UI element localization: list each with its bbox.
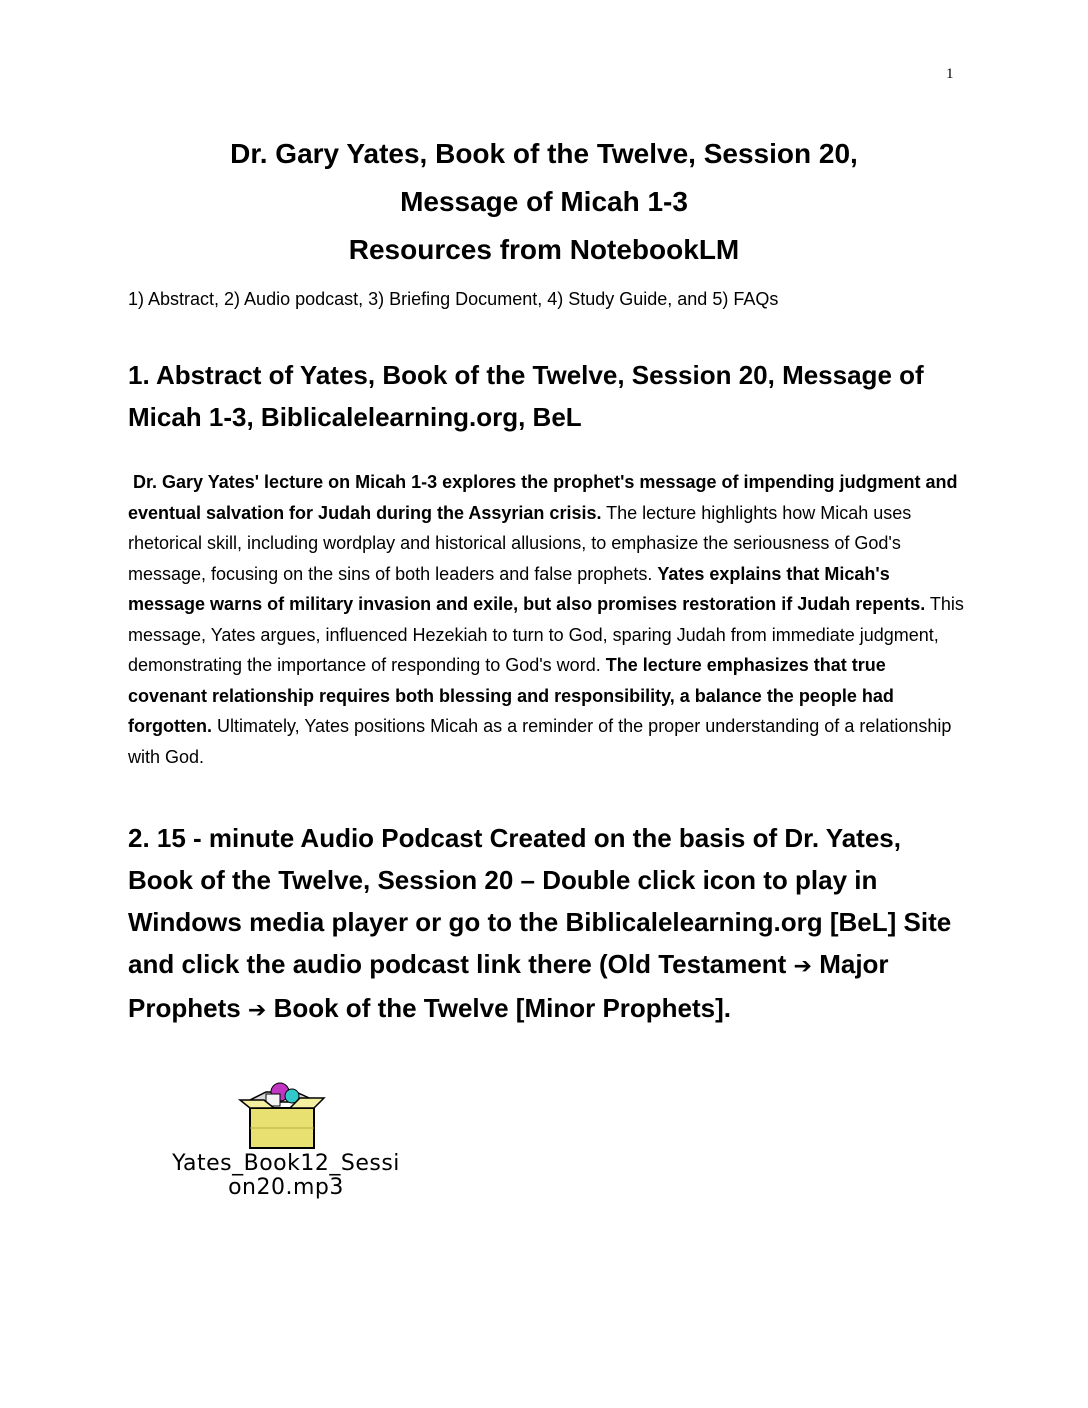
abstract-bold-2: Yates explains that Micah's message warns of military invasion and exile, but also promises restoration if Judah repents. <box>128 563 926 614</box>
audio-file-name[interactable] <box>126 1152 446 1200</box>
podcast-heading-text-1: 2. 15 - minute Audio Podcast Created on the basis of Dr. Yates, Book of the Twelve, Session 20 – Double click icon to play in Windows media player or go to the Biblicalelearning.org [BeL] Site and click the audio podcast link there (Old Testament <box>128 823 952 979</box>
abstract-paragraph <box>128 467 968 772</box>
abstract-bold-1: Dr. Gary Yates' lecture on Micah 1-3 explores the prophet's message of impending judgment and eventual salvation for Judah during the Assyrian crisis. <box>128 472 958 523</box>
title-line-2: Message of Micah 1-3 <box>400 186 688 217</box>
title-line-1: Dr. Gary Yates, Book of the Twelve, Session 20, <box>230 138 858 169</box>
podcast-heading-text-2: Major Prophets <box>128 949 889 1023</box>
page-number: 1 <box>946 66 954 82</box>
abstract-text-2: This message, Yates argues, influenced Hezekiah to turn to God, sparing Judah from immediate judgment, demonstrating the importance of responding to God's word. <box>128 594 964 675</box>
document-title <box>0 130 1088 274</box>
title-line-3: Resources from NotebookLM <box>348 234 740 265</box>
abstract-text-1: The lecture highlights how Micah uses rhetorical skill, including wordplay and historical allusions, to emphasize the seriousness of God's message, focusing on the sins of both leaders and false prophets. <box>128 502 912 584</box>
abstract-text-3: Ultimately, Yates positions Micah as a reminder of the proper understanding of a relationship with God. <box>128 716 952 767</box>
package-icon[interactable] <box>236 1080 328 1152</box>
arrow-right-icon: ➔ <box>793 953 812 978</box>
resource-list: 1) Abstract, 2) Audio podcast, 3) Briefing Document, 4) Study Guide, and 5) FAQs <box>128 289 779 309</box>
abstract-bold-3: The lecture emphasizes that true covenant relationship requires both blessing and responsibility, a balance the people had forgotten. <box>128 655 894 736</box>
arrow-right-icon: ➔ <box>247 997 267 1022</box>
podcast-heading <box>128 817 968 1031</box>
podcast-heading-text-3: Book of the Twelve [Minor Prophets]. <box>266 993 732 1023</box>
abstract-heading: 1. Abstract of Yates, Book of the Twelve, Session 20, Message of Micah 1-3, Biblicalelearning.org, BeL <box>128 360 924 432</box>
audio-file-attachment[interactable] <box>126 1080 446 1200</box>
file-name-line-1: Yates_Book12_Sessi <box>172 1151 400 1176</box>
file-name-line-2: on20.mp3 <box>228 1175 344 1200</box>
